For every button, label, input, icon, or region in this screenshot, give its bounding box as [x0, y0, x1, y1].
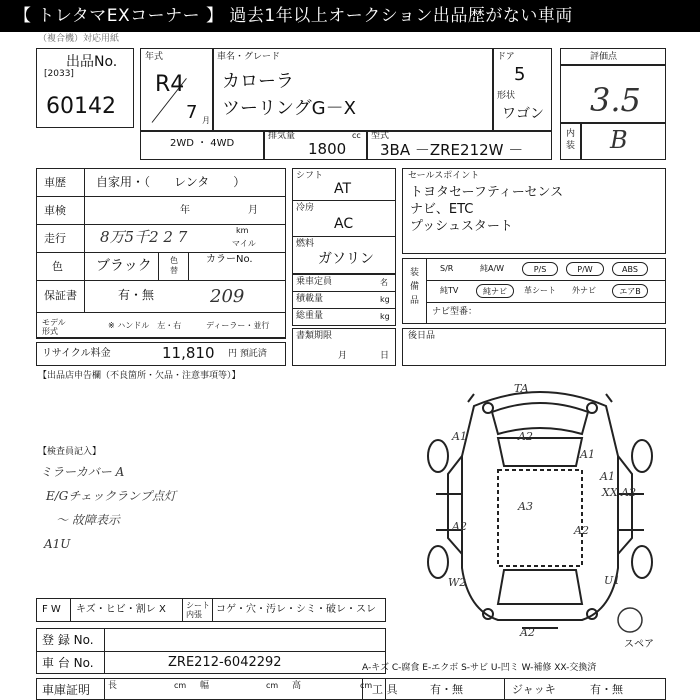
ac-label: 冷房 — [296, 203, 315, 213]
jack-label: ジャッキ — [512, 683, 556, 696]
recycle-value: 11,810 — [162, 344, 215, 362]
equip-airbag: エアB — [612, 284, 648, 298]
docs-day: 日 — [380, 351, 390, 361]
lot-code: [2033] — [44, 69, 74, 79]
mileage-label: 走行 — [44, 232, 66, 245]
car-damage-diagram — [412, 378, 668, 640]
cert-cm-1: cm — [174, 681, 187, 690]
disp-value: 1800 — [308, 140, 347, 158]
mileage-unit-km: km — [236, 226, 249, 235]
gross-label: 総重量 — [296, 311, 324, 321]
equip-ps: P/S — [522, 262, 558, 276]
inspection-label: 車検 — [44, 204, 66, 217]
color-value: ブラック — [96, 258, 152, 274]
color-label: 色 — [52, 260, 63, 273]
mark-fl-fender: A1 — [452, 430, 467, 443]
mark-rear: A2 — [520, 626, 535, 639]
capacity-unit: 名 — [380, 278, 388, 287]
equip-leather: 革シート — [524, 286, 556, 295]
equip-pure-aw: 純A/W — [480, 264, 505, 273]
warranty-value: 有・無 — [118, 288, 155, 302]
declare-label: 【出品店申告欄（不良箇所・欠品・注意事項等）】 — [38, 371, 241, 381]
recycle-label: リサイクル料金 — [42, 348, 111, 359]
cert-high: 高 — [292, 681, 302, 691]
handle-label: ※ ハンドル 左・右 — [108, 321, 182, 330]
year-label: 年式 — [145, 52, 164, 62]
shift-value: AT — [334, 181, 352, 197]
cert-cm-3: cm — [360, 681, 373, 690]
disp-unit: cc — [352, 131, 361, 140]
mark-roof: A3 — [518, 500, 533, 513]
later-label: 後日品 — [408, 331, 436, 341]
jack-value: 有・無 — [590, 683, 623, 696]
mark-rl-wheel: W2 — [448, 576, 467, 589]
lot-number: 60142 — [46, 94, 116, 119]
lot-label: 出品No. — [66, 54, 118, 70]
docs-label: 書類期限 — [296, 331, 333, 341]
equip-ext-navi: 外ナビ — [572, 286, 596, 295]
color-change-label: 色替 — [170, 256, 178, 275]
history-label: 車歴 — [44, 176, 66, 189]
mark-r-edge: XX A2 — [602, 486, 637, 499]
sales-label: セールスポイント — [408, 171, 480, 181]
capacity-label: 乗車定員 — [296, 277, 333, 287]
mileage-value: 8万5千2 2 7 — [100, 228, 188, 246]
chassis-label: 車 台 No. — [42, 656, 94, 670]
color-no-value: 209 — [210, 286, 245, 307]
chassis-value: ZRE212-6042292 — [168, 655, 282, 670]
navi-label: ナビ型番： — [432, 307, 478, 317]
spare-tire-icon — [616, 606, 644, 634]
sales-point-2: ナビ、ETC — [410, 202, 474, 217]
score-label: 評価点 — [590, 52, 618, 62]
month-unit: 月 — [202, 116, 210, 125]
mark-hood: A2 — [518, 430, 533, 443]
hw-line-4: A1U — [44, 537, 71, 551]
mark-r-side: A1 — [600, 470, 615, 483]
grade: ツーリングG－X — [222, 98, 356, 119]
body-label: 形状 — [497, 91, 516, 101]
fuel-value: ガソリン — [318, 251, 374, 267]
mark-rr-wheel: U1 — [604, 574, 621, 587]
inspection-year: 年 — [180, 205, 190, 216]
tools-value: 有・無 — [430, 683, 463, 696]
inspector-label: 【検査員記入】 — [38, 447, 102, 457]
model-type-label: モデル形式 — [42, 318, 66, 336]
equip-abs: ABS — [612, 262, 648, 276]
cert-cm-2: cm — [266, 681, 279, 690]
tools-label: 工 具 — [372, 683, 398, 696]
sales-point-3: プッシュスタート — [410, 219, 513, 234]
mark-front: TA — [514, 382, 529, 395]
equip-pure-navi: 純ナビ — [476, 284, 514, 298]
reg-label: 登 録 No. — [42, 633, 94, 647]
mark-l-door: A2 — [452, 520, 467, 533]
drive-label: 2WD ・ 4WD — [170, 138, 235, 149]
gross-unit: kg — [380, 312, 390, 321]
model-value: 3BA －ZRE212W － — [380, 141, 524, 159]
body-value: ワゴン — [502, 106, 544, 122]
hw-line-3: ～ 故障表示 — [56, 513, 120, 527]
docs-month: 月 — [338, 351, 348, 361]
fw-label: F W — [42, 604, 61, 615]
later-box — [402, 328, 666, 366]
mileage-unit-mile: マイル — [232, 239, 256, 248]
shift-label: シフト — [296, 171, 324, 181]
sales-point-1: トヨタセーフティーセンス — [410, 185, 564, 200]
load-unit: kg — [380, 295, 390, 304]
ac-value: AC — [334, 216, 354, 232]
interior-label: 内装 — [566, 129, 576, 151]
car-name: カローラ — [222, 71, 294, 92]
history-value: 自家用・（ レンタ ） — [96, 175, 246, 189]
month-value: 7 — [186, 102, 198, 123]
mark-r-door: A2 — [574, 524, 589, 537]
fuel-label: 燃料 — [296, 239, 315, 249]
inspection-month: 月 — [248, 205, 258, 216]
equip-pure-tv: 純TV — [440, 286, 459, 295]
recycle-unit: 円 預託済 — [228, 349, 267, 359]
seat-label: シート内張 — [186, 601, 210, 619]
cert-wide: 幅 — [200, 681, 210, 691]
score-value: 3.5 — [590, 81, 641, 119]
fw-items: キズ・ヒビ・割レ X — [76, 604, 166, 615]
form-subtitle: （複合機）対応用紙 — [38, 34, 120, 44]
model-label: 型式 — [371, 131, 390, 141]
equip-sr: S/R — [440, 264, 454, 273]
disp-label: 排気量 — [268, 131, 296, 141]
dealer-label: ディーラー・並行 — [206, 321, 270, 330]
mark-fr-fender: A1 — [580, 448, 595, 461]
hw-line-2: E/Gチェックランプ点灯 — [46, 489, 177, 503]
banner-text: 【 トレタマEXコーナー 】 過去1年以上オークション出品歴がない車両 — [14, 6, 573, 26]
door-label: ドア — [497, 52, 515, 62]
cert-long: 長 — [108, 681, 118, 691]
load-label: 積載量 — [296, 294, 324, 304]
cert-label: 車庫証明 — [42, 683, 91, 697]
year-value: R4 — [155, 72, 185, 97]
warranty-label: 保証書 — [44, 289, 77, 302]
seat-items: コゲ・穴・汚レ・シミ・破レ・スレ — [216, 604, 376, 615]
color-no-label: カラーNo. — [206, 254, 253, 265]
equip-pw: P/W — [566, 262, 604, 276]
name-label: 車名・グレード — [217, 52, 281, 62]
spare-label: スペア — [624, 639, 654, 650]
equip-label: 装備品 — [410, 268, 420, 306]
door-value: 5 — [514, 64, 526, 85]
damage-legend: A-キズ C-腐食 E-エクボ S-サビ U-凹ミ W-補修 XX-交換済 — [362, 663, 597, 673]
interior-value: B — [610, 126, 628, 154]
hw-line-1: ミラーカバー A — [40, 465, 125, 479]
